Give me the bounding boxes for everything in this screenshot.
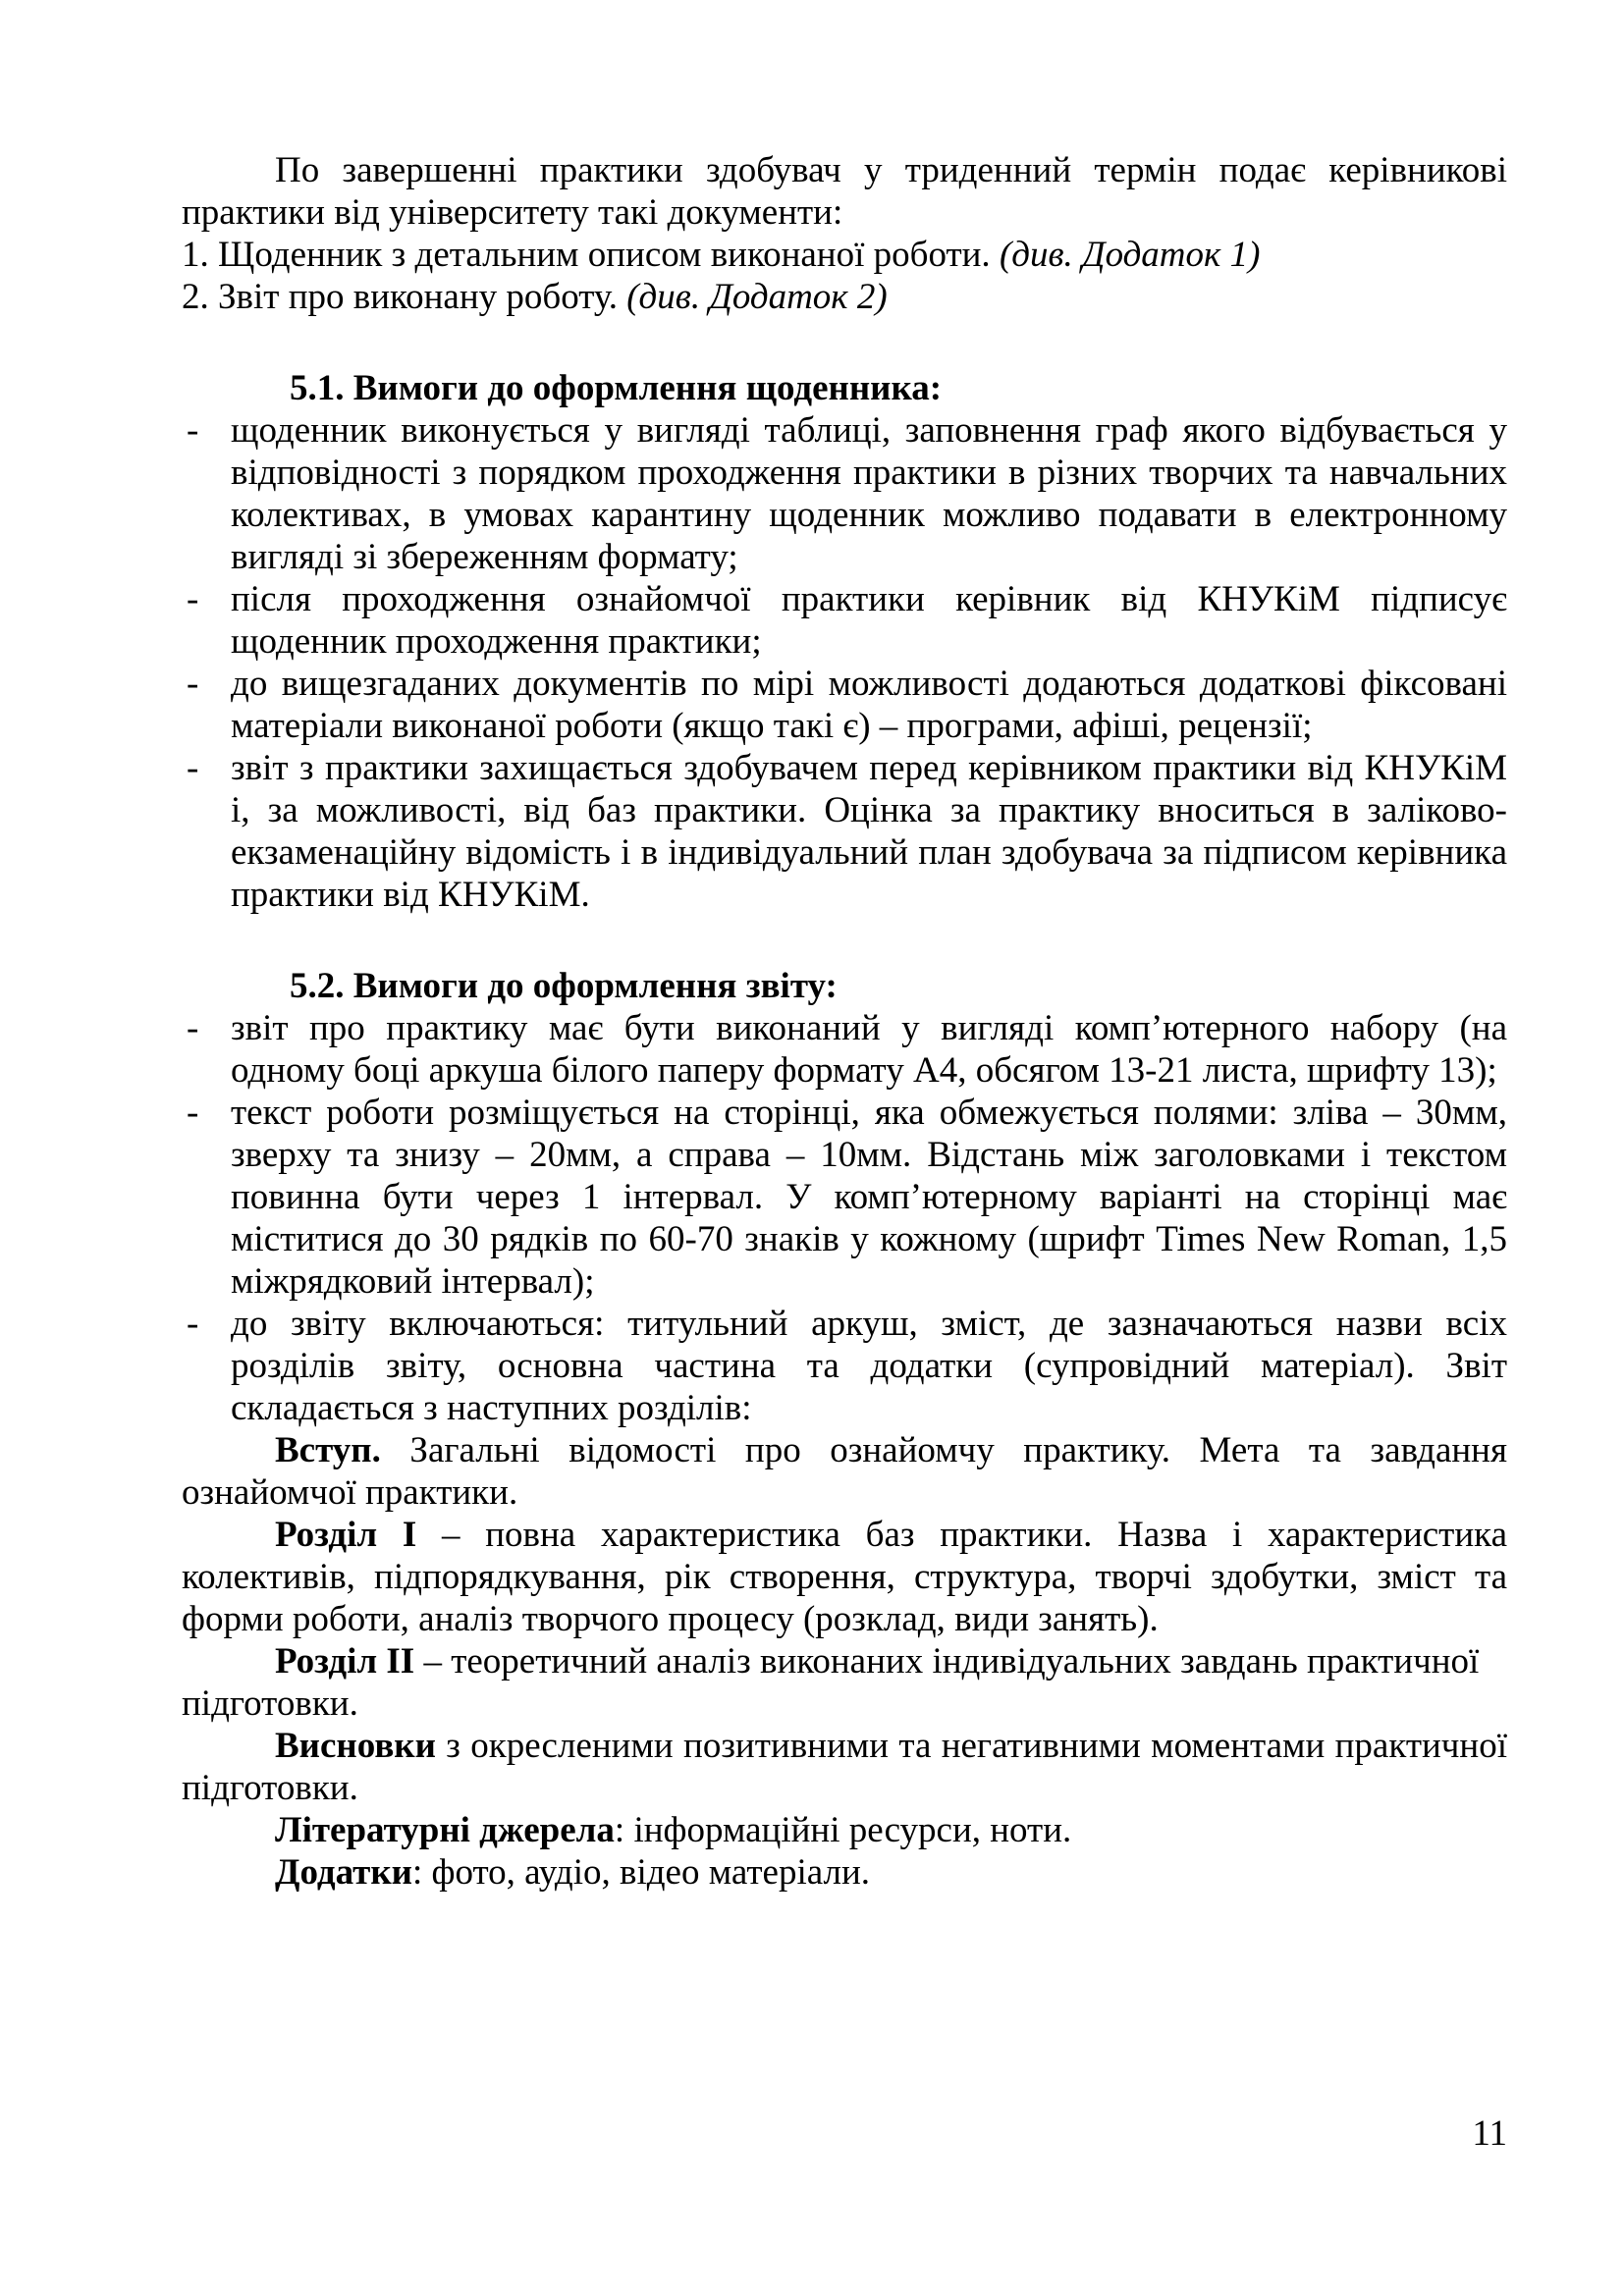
report-section-lead: Розділ І [275, 1515, 417, 1555]
list-item-text: звіт з практики захищається здобувачем перед керівником практики від КНУКіМ і, за можливості, від баз практики. Оцінка за практику вноситься в заліково-екзаменаційну відомість і в індивідуальний план здобувача за підписом керівника практики від КНУКіМ. [231, 748, 1507, 915]
report-section-chapter-2 [182, 1640, 1507, 1725]
report-section-intro [182, 1429, 1507, 1514]
bullet-dash: - [187, 1093, 199, 1133]
page-number: 11 [1472, 2113, 1507, 2154]
list-item-text: до звіту включаються: титульний аркуш, зміст, де зазначаються назви всіх розділів звіту, основна частина та додатки (супровідний матеріал). Звіт складається з наступних розділів: [231, 1304, 1507, 1428]
numbered-item-1-ref: (див. Додаток 1) [999, 235, 1261, 275]
report-section-text: – повна характеристика баз практики. Назва і характеристика колективів, підпорядкування, рік створення, структура, творчі здобутки, зміст та форми роботи, аналіз творчого процесу (розклад, види занять). [182, 1515, 1507, 1639]
list-item [182, 747, 1507, 916]
list-item-text: щоденник виконується у вигляді таблиці, заповнення граф якого відбувається у відповідності з порядком проходження практики в різних творчих та навчальних колективах, в умовах карантину щоденник можливо подавати в електронному вигляді зі збереженням формату; [231, 410, 1507, 577]
report-section-lead: Вступ. [275, 1430, 381, 1470]
list-item [182, 578, 1507, 663]
numbered-item-1 [182, 234, 1507, 276]
bullet-dash: - [187, 1008, 199, 1048]
report-section-text: з окресленими позитивними та негативними моментами практичної підготовки. [182, 1726, 1507, 1808]
bullet-dash: - [187, 748, 199, 788]
bullet-dash: - [187, 579, 199, 619]
page-content [182, 149, 1507, 1894]
list-item [182, 1303, 1507, 1429]
list-item [182, 409, 1507, 578]
intro-paragraph: По завершенні практики здобувач у триденний термін подає керівникові практики від університету такі документи: [182, 150, 1507, 233]
numbered-item-1-text: 1. Щоденник з детальним описом виконаної роботи. [182, 235, 1000, 275]
list-item [182, 1007, 1507, 1092]
report-section-chapter-1 [182, 1514, 1507, 1640]
section-5-1-heading: 5.1. Вимоги до оформлення щоденника: [290, 368, 943, 408]
bullet-dash: - [187, 664, 199, 704]
bullet-dash: - [187, 1304, 199, 1344]
section-5-2-heading: 5.2. Вимоги до оформлення звіту: [290, 966, 838, 1006]
list-item-text: текст роботи розміщується на сторінці, яка обмежується полями: зліва – 30мм, зверху та знизу – 20мм, а справа – 10мм. Відстань між заголовками і текстом повинна бути через 1 інтервал. У комп’ютерному варіанті на сторінці має міститися до 30 рядків по 60-70 знаків у кожному (шрифт Times New Roman, 1,5 міжрядковий інтервал); [231, 1093, 1507, 1302]
report-section-lead: Літературні джерела [275, 1810, 615, 1850]
list-item-text: після проходження ознайомчої практики керівник від КНУКіМ підписує щоденник проходження практики; [231, 579, 1507, 662]
list-item-text: звіт про практику має бути виконаний у вигляді комп’ютерного набору (на одному боці аркуша білого паперу формату А4, обсягом 13-21 листа, шрифту 13); [231, 1008, 1507, 1091]
list-item [182, 663, 1507, 747]
report-section-conclusions [182, 1725, 1507, 1809]
bullet-dash: - [187, 410, 199, 451]
list-item-text: до вищезгаданих документів по мірі можливості додаються додаткові фіксовані матеріали виконаної роботи (якщо такі є) – програми, афіші, рецензії; [231, 664, 1507, 746]
report-section-sources [182, 1809, 1507, 1851]
numbered-item-2 [182, 276, 1507, 318]
report-section-lead: Розділ ІІ [275, 1641, 415, 1682]
report-section-lead: Додатки [275, 1852, 412, 1893]
numbered-item-2-ref: (див. Додаток 2) [626, 277, 888, 317]
list-item [182, 1092, 1507, 1303]
numbered-item-2-text: 2. Звіт про виконану роботу. [182, 277, 627, 317]
report-section-text: Загальні відомості про ознайомчу практику. Мета та завдання ознайомчої практики. [182, 1430, 1507, 1513]
report-section-text: : інформаційні ресурси, ноти. [614, 1810, 1072, 1850]
report-section-text: : фото, аудіо, відео матеріали. [411, 1852, 870, 1893]
report-section-lead: Висновки [275, 1726, 436, 1766]
report-section-appendices [182, 1851, 1507, 1894]
report-section-text: – теоретичний аналіз виконаних індивідуальних завдань практичної підготовки. [182, 1641, 1480, 1724]
